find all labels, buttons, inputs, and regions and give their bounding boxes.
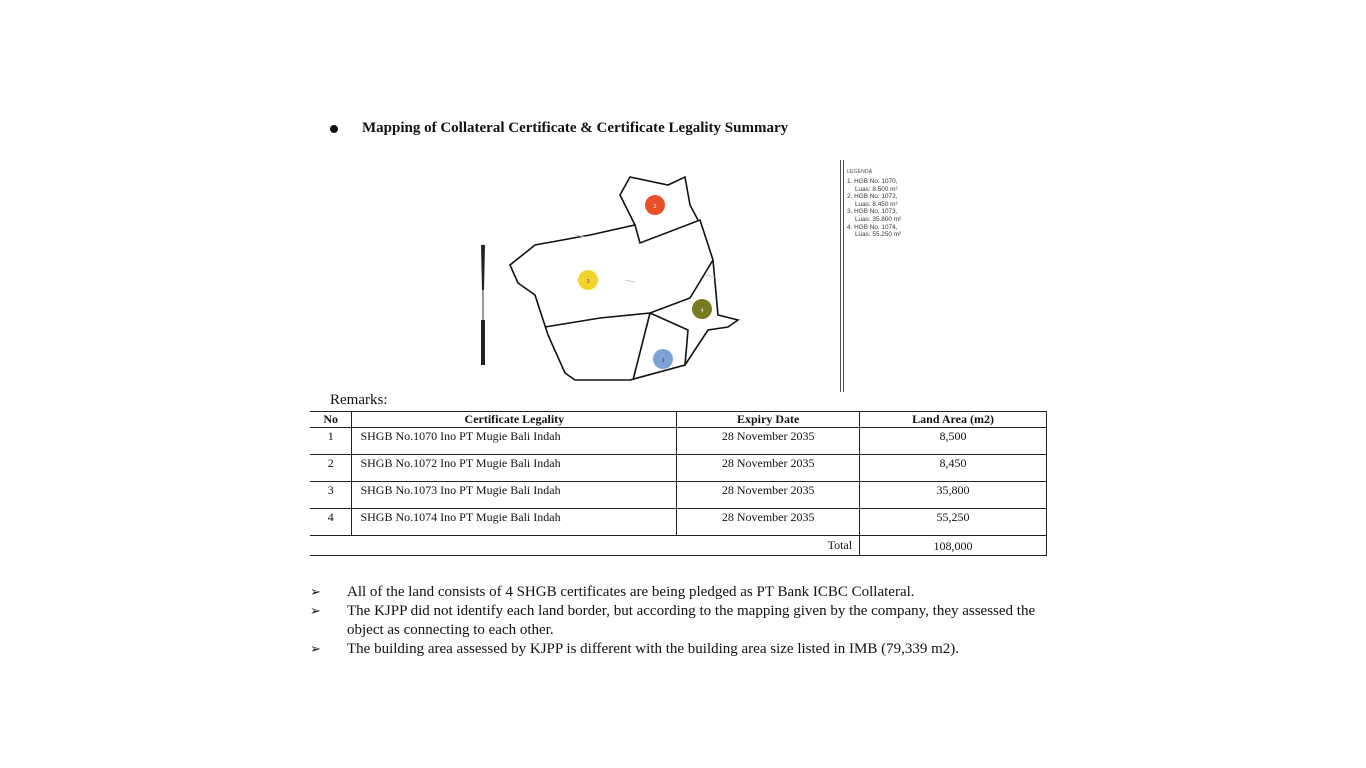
plot-boundaries [510,177,738,380]
cell-expiry: 28 November 2035 [677,482,860,509]
heading-text: Mapping of Collateral Certificate & Certificate Legality Summary [362,120,789,136]
table-row [310,482,1047,509]
arrow-bullet-icon: ➢ [310,642,321,657]
notes-list [310,583,1050,659]
table-row [310,455,1047,482]
total-label: Total [310,536,860,556]
total-value: 108,000 [860,536,1047,556]
certificate-table [310,411,1047,556]
note-text: All of the land consists of 4 SHGB certificates are being pledged as PT Bank ICBC Collateral. [347,584,915,600]
cell-expiry: 28 November 2035 [677,428,860,455]
col-header-legality: Certificate Legality [352,412,677,428]
table-total-row [310,536,1047,556]
svg-text:3: 3 [586,279,590,285]
col-header-area: Land Area (m2) [860,412,1047,428]
section-heading [330,120,788,137]
note-text: The KJPP did not identify each land border, but according to the mapping given by the company, they assessed the object as connecting to each other. [347,603,1036,638]
land-map [470,165,760,390]
legend-title: LEGENDA [847,169,873,175]
svg-text:1: 1 [661,358,665,364]
arrow-bullet-icon: ➢ [310,585,321,600]
map-legend [840,160,931,392]
north-arrow-icon [481,245,485,365]
col-header-no: No [310,412,352,428]
table-header-row [310,412,1047,428]
svg-text:2: 2 [653,204,657,210]
cell-legality: SHGB No.1073 Ino PT Mugie Bali Indah [352,482,677,509]
cell-no: 3 [310,482,352,509]
bullet-icon [330,125,338,133]
arrow-bullet-icon: ➢ [310,604,321,619]
legend-item: 3. HGB No. 1073, Luas: 35.800 m² [847,208,902,223]
remarks-label: Remarks: [330,392,388,408]
legend-item: 2. HGB No. 1072, Luas: 8.450 m² [847,193,898,208]
cell-legality: SHGB No.1072 Ino PT Mugie Bali Indah [352,455,677,482]
cell-legality: SHGB No.1070 Ino PT Mugie Bali Indah [352,428,677,455]
cell-area: 55,250 [860,509,1047,536]
cell-area: 8,450 [860,455,1047,482]
svg-text:4: 4 [700,308,704,314]
note-text: The building area assessed by KJPP is different with the building area size listed in IMB (79,339 m2). [347,641,959,657]
col-header-expiry: Expiry Date [677,412,860,428]
table-row [310,509,1047,536]
cell-no: 2 [310,455,352,482]
cell-area: 8,500 [860,428,1047,455]
table-row [310,428,1047,455]
note-item [310,583,1050,602]
cell-no: 4 [310,509,352,536]
cell-expiry: 28 November 2035 [677,455,860,482]
cell-legality: SHGB No.1074 Ino PT Mugie Bali Indah [352,509,677,536]
legend-item: 1. HGB No. 1070, Luas: 8.500 m² [847,178,898,193]
note-item [310,640,1050,659]
legend-item: 4. HGB No. 1074, Luas: 55.250 m² [847,223,902,239]
cell-no: 1 [310,428,352,455]
note-item [310,602,1050,640]
cell-expiry: 28 November 2035 [677,509,860,536]
cell-area: 35,800 [860,482,1047,509]
